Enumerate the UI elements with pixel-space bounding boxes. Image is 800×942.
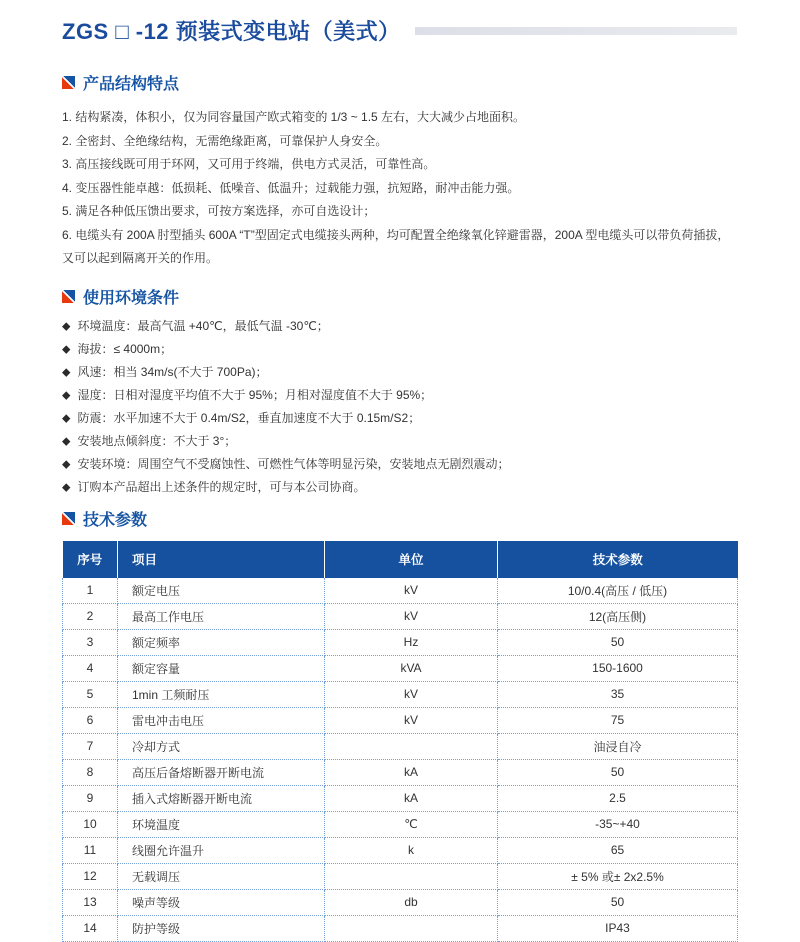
cell-value: 75 xyxy=(498,707,738,733)
cell-item: 无载调压 xyxy=(118,863,325,889)
diamond-bullet-icon: ◆ xyxy=(62,343,71,355)
table-row xyxy=(63,578,738,604)
cell-unit: kV xyxy=(325,707,498,733)
cell-no: 11 xyxy=(63,837,118,863)
environment-item xyxy=(62,430,737,453)
cell-unit: kVA xyxy=(325,655,498,681)
environment-item-text: 环境温度：最高气温 +40℃，最低气温 -30℃； xyxy=(77,318,329,333)
features-heading: 产品结构特点 xyxy=(83,76,180,93)
environment-item-text: 防震：水平加速不大于 0.4m/S2，垂直加速度不大于 0.15m/S2； xyxy=(77,410,421,425)
cell-value: -35~+40 xyxy=(498,811,738,837)
cell-item: 额定电压 xyxy=(118,578,325,604)
section-marker-icon xyxy=(62,76,75,89)
cell-no: 8 xyxy=(63,759,118,785)
cell-no: 14 xyxy=(63,915,118,941)
cell-unit: kA xyxy=(325,785,498,811)
environment-list xyxy=(62,315,737,499)
header-item: 项目 xyxy=(118,541,325,578)
cell-item: 额定频率 xyxy=(118,629,325,655)
environment-item xyxy=(62,384,737,407)
cell-item: 线圈允许温升 xyxy=(118,837,325,863)
header-value: 技术参数 xyxy=(498,541,738,578)
diamond-bullet-icon: ◆ xyxy=(62,366,71,378)
table-row xyxy=(63,603,738,629)
table-row xyxy=(63,707,738,733)
cell-unit xyxy=(325,733,498,759)
header-no: 序号 xyxy=(63,541,118,578)
environment-item xyxy=(62,361,737,384)
diamond-bullet-icon: ◆ xyxy=(62,389,71,401)
cell-unit xyxy=(325,915,498,941)
environment-item xyxy=(62,407,737,430)
table-row xyxy=(63,915,738,941)
page-title: ZGS □ -12 预装式变电站（美式） xyxy=(62,18,401,44)
cell-unit: ℃ xyxy=(325,811,498,837)
title-rule xyxy=(415,27,737,35)
feature-item: 4. 变压器性能卓越：低损耗、低噪音、低温升；过载能力强，抗短路，耐冲击能力强。 xyxy=(62,180,520,195)
cell-value: 10/0.4(高压 / 低压) xyxy=(498,578,738,604)
cell-value: IP43 xyxy=(498,915,738,941)
cell-item: 高压后备熔断器开断电流 xyxy=(118,759,325,785)
cell-unit: kV xyxy=(325,578,498,604)
cell-no: 10 xyxy=(63,811,118,837)
environment-heading-row xyxy=(62,286,737,307)
environment-item-text: 订购本产品超出上述条件的规定时，可与本公司协商。 xyxy=(77,479,366,494)
cell-unit: kV xyxy=(325,603,498,629)
cell-value: 35 xyxy=(498,681,738,707)
section-environment xyxy=(62,286,737,499)
cell-item: 1min 工频耐压 xyxy=(118,681,325,707)
header-unit: 单位 xyxy=(325,541,498,578)
table-row xyxy=(63,837,738,863)
cell-value: 50 xyxy=(498,759,738,785)
section-marker-icon xyxy=(62,512,75,525)
environment-item xyxy=(62,476,737,499)
cell-unit: db xyxy=(325,889,498,915)
cell-no: 4 xyxy=(63,655,118,681)
cell-item: 雷电冲击电压 xyxy=(118,707,325,733)
environment-item-text: 安装地点倾斜度：不大于 3°； xyxy=(77,433,237,448)
table-row xyxy=(63,681,738,707)
cell-value: 油浸自冷 xyxy=(498,733,738,759)
diamond-bullet-icon: ◆ xyxy=(62,458,71,470)
feature-item: 5. 满足各种低压馈出要求，可按方案选择，亦可自选设计； xyxy=(62,204,376,218)
section-features xyxy=(62,72,737,271)
cell-no: 1 xyxy=(63,578,118,604)
cell-value: 150-1600 xyxy=(498,655,738,681)
cell-unit: Hz xyxy=(325,629,498,655)
section-parameters xyxy=(62,508,737,942)
cell-no: 3 xyxy=(63,629,118,655)
cell-item: 防护等级 xyxy=(118,915,325,941)
cell-value: 50 xyxy=(498,889,738,915)
cell-no: 13 xyxy=(63,889,118,915)
cell-value: ± 5% 或± 2x2.5% xyxy=(498,863,738,889)
cell-no: 12 xyxy=(63,863,118,889)
table-row xyxy=(63,889,738,915)
cell-no: 7 xyxy=(63,733,118,759)
cell-unit: kV xyxy=(325,681,498,707)
table-row xyxy=(63,759,738,785)
cell-unit: k xyxy=(325,837,498,863)
table-header-row xyxy=(63,541,738,578)
cell-value: 65 xyxy=(498,837,738,863)
table-row xyxy=(63,629,738,655)
cell-value: 50 xyxy=(498,629,738,655)
cell-unit: kA xyxy=(325,759,498,785)
cell-item: 插入式熔断器开断电流 xyxy=(118,785,325,811)
cell-no: 9 xyxy=(63,785,118,811)
diamond-bullet-icon: ◆ xyxy=(62,412,71,424)
cell-no: 2 xyxy=(63,603,118,629)
feature-item: 3. 高压接线既可用于环网，又可用于终端，供电方式灵活，可靠性高。 xyxy=(62,157,436,171)
table-row xyxy=(63,785,738,811)
environment-item xyxy=(62,315,737,338)
cell-item: 噪声等级 xyxy=(118,889,325,915)
cell-unit xyxy=(325,863,498,889)
table-row xyxy=(63,733,738,759)
feature-item: 2. 全密封、全绝缘结构，无需绝缘距离，可靠保护人身安全。 xyxy=(62,133,388,148)
feature-item: 6. 电缆头有 200A 肘型插头 600A “T”型固定式电缆接头两种，均可配置全绝缘氧化锌避雷器，200A 型电缆头可以带负荷插拔，又可以起到隔离开关的作用。 xyxy=(62,227,730,265)
feature-item: 1. 结构紧凑，体积小，仅为同容量国产欧式箱变的 1/3 ~ 1.5 左右，大大减少占地面积。 xyxy=(62,110,526,124)
cell-no: 5 xyxy=(63,681,118,707)
environment-item-text: 风速：相当 34m/s(不大于 700Pa)； xyxy=(77,364,268,379)
environment-heading: 使用环境条件 xyxy=(83,289,180,307)
cell-item: 额定容量 xyxy=(118,655,325,681)
cell-value: 2.5 xyxy=(498,785,738,811)
environment-item xyxy=(62,453,737,476)
parameters-table xyxy=(62,541,738,942)
diamond-bullet-icon: ◆ xyxy=(62,435,71,447)
environment-item-text: 海拔：≤ 4000m； xyxy=(77,341,173,356)
features-heading-row xyxy=(62,72,737,93)
table-row xyxy=(63,811,738,837)
environment-item xyxy=(62,338,737,361)
cell-item: 环境温度 xyxy=(118,811,325,837)
cell-item: 最高工作电压 xyxy=(118,603,325,629)
parameters-heading-row xyxy=(62,508,737,529)
cell-no: 6 xyxy=(63,707,118,733)
parameters-heading: 技术参数 xyxy=(83,511,148,529)
table-row xyxy=(63,655,738,681)
section-marker-icon xyxy=(62,290,75,303)
diamond-bullet-icon: ◆ xyxy=(62,320,71,332)
feature-list xyxy=(62,106,737,271)
environment-item-text: 湿度：日相对湿度平均值不大于 95%；月相对湿度值不大于 95%； xyxy=(77,387,433,402)
page-title-row xyxy=(62,14,737,46)
cell-item: 冷却方式 xyxy=(118,733,325,759)
environment-item-text: 安装环境：周围空气不受腐蚀性、可燃性气体等明显污染，安装地点无剧烈震动； xyxy=(77,456,510,471)
table-row xyxy=(63,863,738,889)
diamond-bullet-icon: ◆ xyxy=(62,481,71,493)
cell-value: 12(高压侧) xyxy=(498,603,738,629)
